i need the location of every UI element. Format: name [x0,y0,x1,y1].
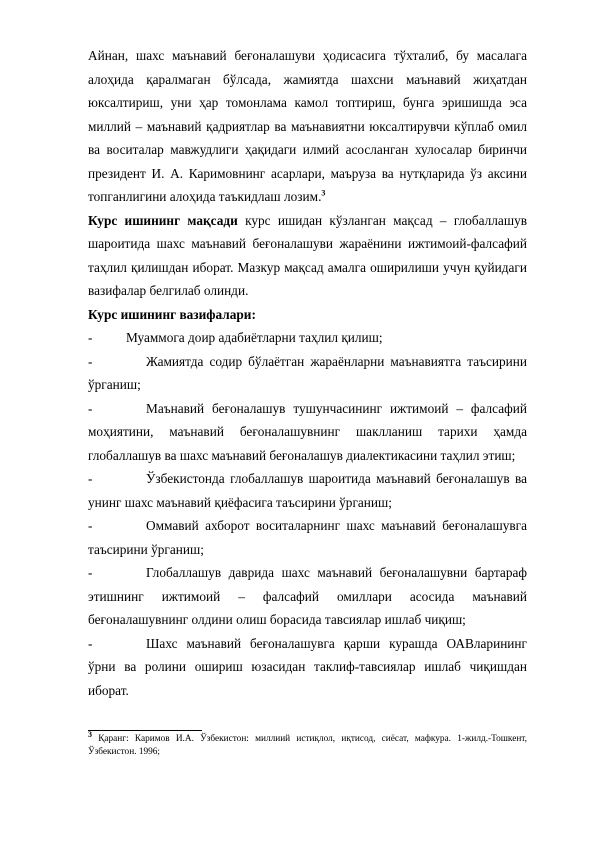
list-item-text: Ўзбекистонда глобаллашув шароитида маънавий беғоналашув ва унинг шахс маънавий қиёфасига таъсирини ўрганиш; [88,471,527,510]
list-dash: - [88,330,93,345]
list-dash: - [88,471,93,486]
tasks-list [88,326,527,702]
list-item [88,350,527,397]
list-item-text: Глобаллашув даврида шахс маънавий беғоналашувни бартараф этишнинг ижтимоий – фалсафий омиллари асосида маънавий беғоналашувнинг олдини олиш борасида тавсиялар ишлаб чиқиш; [88,565,527,627]
list-item [88,397,527,468]
list-item-text: Муаммога доир адабиётларни таҳлил қилиш; [126,330,383,345]
footnote-reference[interactable]: 3 [321,188,326,198]
list-item-text: Маънавий беғоналашув тушунчасининг ижтимоий – фалсафий моҳиятини, маънавий беғоналашувнинг шаклланиш тарихи ҳамда глобаллашув ва шахс маънавий беғоналашув диалектикасини таҳлил этиш; [88,400,527,463]
goal-paragraph [88,209,527,303]
goal-label: Курс ишининг мақсади [88,212,238,228]
footnote [88,729,527,759]
list-dash: - [88,353,93,369]
list-item-text: Оммавий ахборот воситаларнинг шахс маънавий беғоналашувга таъсирини ўрганиш; [88,518,527,557]
list-item [88,514,527,561]
list-item-text: Жамиятда содир бўлаётган жараёнларни маънавиятга таъсирини ўрганиш; [88,353,527,392]
tasks-heading: Курс ишининг вазифалари: [88,306,256,322]
footnote-text: Қаранг: Каримов И.А. Ўзбекистон: миллиий истиқлол, иқтисод, сиёсат, мафкура. 1-жилд.-Тошкент, Ўзбекистон. 1996; [88,734,527,757]
list-dash: - [88,518,93,533]
list-item-text: Шахс маънавий беғоналашувга қарши курашда ОАВларининг ўрни ва ролини ошириш юзасидан таклиф-тавсиялар ишлаб чиқишдан иборат. [88,635,527,698]
footnote-mark: 3 [88,729,92,739]
intro-paragraph [88,44,527,209]
list-item [88,561,527,632]
intro-text: Айнан, шахс маънавий беғоналашуви ҳодисасига тўхталиб, бу масалага алоҳида қаралмаган бўлсада, жамиятда шахсни маънавий жиҳатдан юксалтириш, уни ҳар томонлама камол топтириш, бунга эришишда эса миллий – маънавий қадриятлар ва маънавиятни юксалтирувчи кўплаб омил ва воситалар мавжудлиги ҳақидаги илмий асосланган хулосалар биринчи президент И. А. Каримовнинг асарлари, маъруза ва нутқларида ўз аксини топганлигини алоҳида таъкидлаш лозим. [88,48,527,204]
page-body [88,44,527,702]
list-dash: - [88,635,93,651]
list-dash: - [88,565,93,580]
goal-text: курс ишидан кўзланган мақсад – глобаллашув шароитида шахс маънавий беғоналашуви жараёнини ижтимоий-фалсафий таҳлил қилишдан иборат. Мазкур мақсад амалга оширилиши учун қуйидаги вазифалар белгилаб олинди. [88,212,528,298]
footnote-separator [88,730,202,731]
list-dash: - [88,400,93,416]
list-item [88,326,527,350]
list-item [88,632,527,703]
list-item [88,467,527,514]
